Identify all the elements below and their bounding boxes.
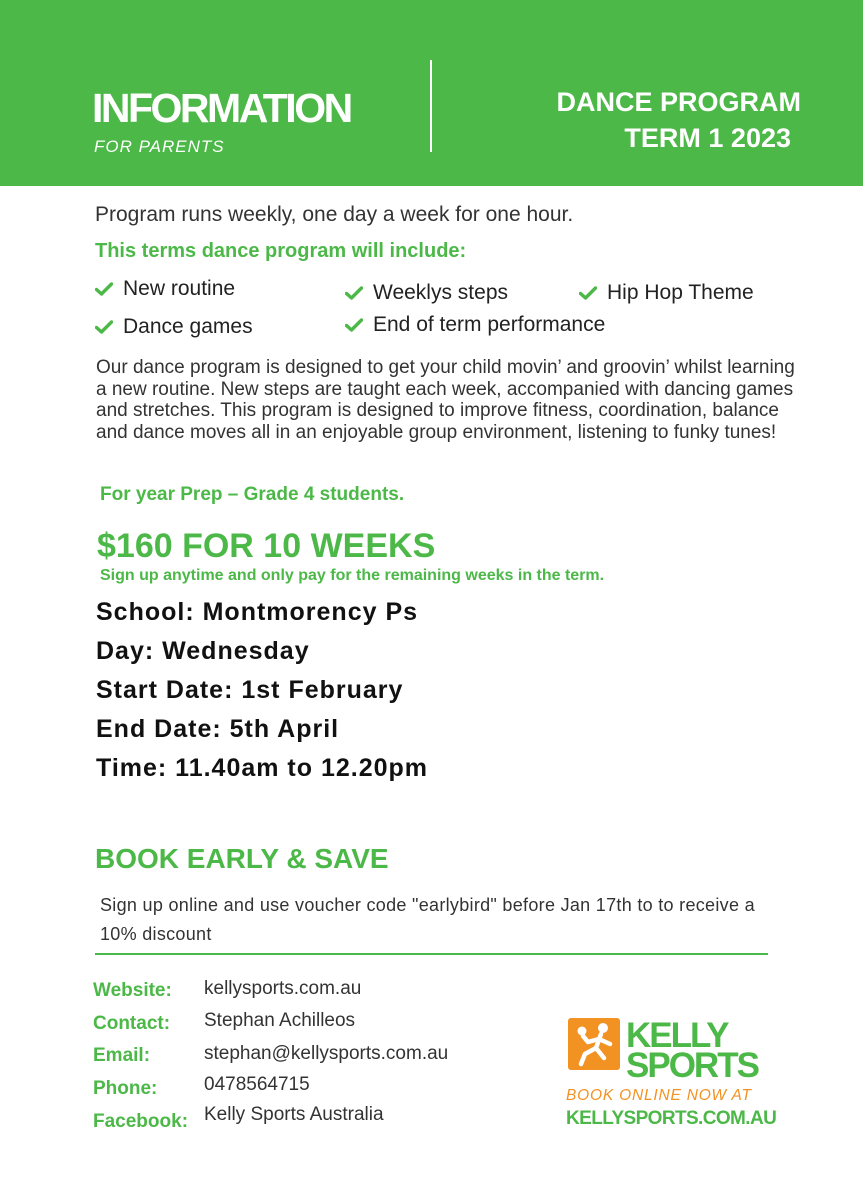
info-subtitle: FOR PARENTS	[94, 137, 225, 156]
program-description: Our dance program is designed to get your child movin’ and groovin’ whilst learning a new routine. New steps are taught each week, accompanied with dancing games and stretches. This program is designed to improve fitness, coordination, balance and dance moves all in an enjoyable group environment, listening to funky tunes!	[96, 357, 795, 443]
program-title-line1: DANCE PROGRAM	[556, 87, 801, 117]
info-title: INFORMATION	[92, 85, 351, 131]
logo-word-kelly: KELLY	[626, 1016, 728, 1055]
price-heading: $160 FOR 10 WEEKS	[97, 527, 436, 565]
logo-word-sports: SPORTS	[626, 1046, 758, 1085]
book-early-heading: BOOK EARLY & SAVE	[95, 843, 389, 874]
intro-text: Program runs weekly, one day a week for one hour.	[95, 203, 574, 226]
feature-label: End of term performance	[373, 313, 606, 336]
detail-school: School: Montmorency Ps	[96, 598, 419, 626]
logo-tagline: BOOK ONLINE NOW AT	[566, 1087, 752, 1104]
feature-label: New routine	[123, 277, 236, 300]
program-title-line2: TERM 1 2023	[624, 123, 791, 153]
signup-note: Sign up anytime and only pay for the remaining weeks in the term.	[100, 567, 605, 584]
detail-end-date: End Date: 5th April	[96, 715, 340, 743]
contact-value-email[interactable]: stephan@kellysports.com.au	[204, 1043, 449, 1064]
runner-icon	[568, 1018, 620, 1070]
include-heading: This terms dance program will include:	[95, 240, 467, 262]
header-divider	[430, 60, 432, 152]
contact-label-contact: Contact:	[93, 1013, 171, 1034]
feature-item	[579, 281, 754, 305]
kelly-sports-logo[interactable]	[566, 1016, 776, 1130]
check-icon	[579, 286, 597, 300]
contact-label-phone: Phone:	[93, 1078, 158, 1099]
check-icon	[345, 286, 363, 300]
check-icon	[345, 318, 363, 332]
check-icon	[95, 320, 113, 334]
contact-label-email: Email:	[93, 1045, 151, 1066]
feature-label: Weeklys steps	[373, 281, 508, 304]
book-early-text: Sign up online and use voucher code "earlybird" before Jan 17th to to receive a 10% discount	[100, 895, 755, 944]
contact-value-phone[interactable]: 0478564715	[204, 1074, 310, 1095]
feature-item	[95, 315, 253, 339]
year-level-line: For year Prep – Grade 4 students.	[100, 484, 405, 505]
header-banner	[0, 0, 863, 186]
detail-start-date: Start Date: 1st February	[96, 676, 404, 704]
divider-line	[95, 953, 768, 955]
detail-day: Day: Wednesday	[96, 637, 310, 665]
contact-value-contact: Stephan Achilleos	[204, 1010, 356, 1031]
feature-label: Hip Hop Theme	[607, 281, 754, 304]
feature-label: Dance games	[123, 315, 253, 338]
logo-url[interactable]: KELLYSPORTS.COM.AU	[566, 1108, 777, 1129]
check-icon	[95, 282, 113, 296]
contact-label-facebook: Facebook:	[93, 1111, 189, 1132]
feature-item	[95, 277, 235, 301]
feature-item	[345, 313, 605, 337]
feature-item	[345, 281, 508, 305]
contact-label-website: Website:	[93, 980, 172, 1001]
contact-value-website[interactable]: kellysports.com.au	[204, 978, 362, 999]
detail-time: Time: 11.40am to 12.20pm	[96, 754, 429, 782]
contact-value-facebook[interactable]: Kelly Sports Australia	[204, 1104, 384, 1125]
program-title	[481, 84, 801, 156]
